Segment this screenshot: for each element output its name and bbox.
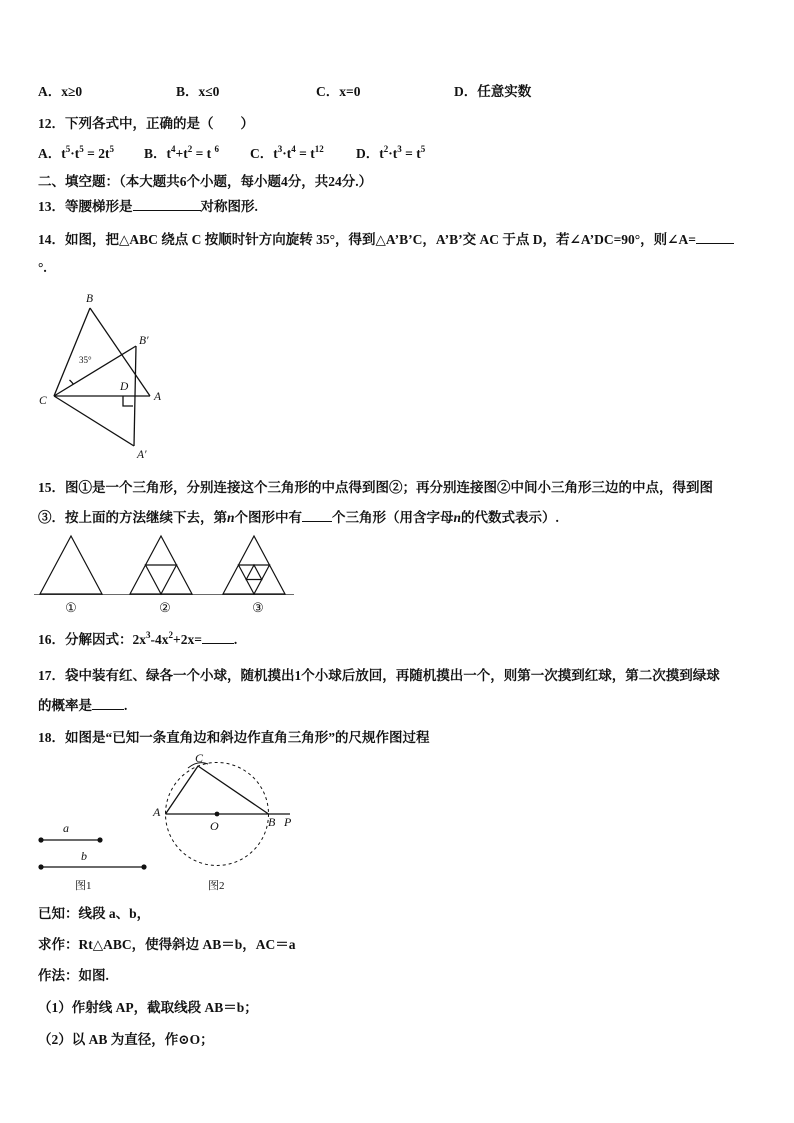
q14-triangle-figure [36, 288, 168, 466]
q15-line2: ③．按上面的方法继续下去，第n个图形中有 个三角形（用含字母n的代数式表示）. [38, 510, 559, 525]
section-heading: 二、填空题：（本大题共6个小题，每小题4分，共24分.） [38, 174, 373, 189]
label-c: C [39, 395, 47, 407]
label-a: A [153, 805, 161, 819]
q18-figure-2 [150, 748, 310, 898]
q18-method: 作法：如图. [38, 968, 109, 983]
answer-blank[interactable] [92, 697, 124, 710]
label-d: D [120, 381, 129, 393]
label-b: B [86, 293, 94, 305]
figure-caption: 图1 [75, 880, 92, 892]
segment-c-aprime [54, 396, 134, 446]
label-b: B [268, 815, 276, 829]
q12-stem: 12．下列各式中，正确的是（ ） [38, 116, 254, 131]
endpoint-dot [97, 837, 102, 842]
answer-blank[interactable] [133, 198, 201, 211]
angle-arc [70, 380, 74, 385]
endpoint-dot [38, 864, 43, 869]
q18-find: 求作：Rt△ABC，使得斜边 AB＝b，AC＝a [38, 937, 296, 952]
label-b-prime: B′ [139, 335, 149, 347]
q15-line1: 15．图①是一个三角形，分别连接这个三角形的中点得到图②；再分别连接图②中间小三角形三边的中点，得到图 [38, 480, 713, 495]
figure-label-2: ② [159, 600, 171, 615]
q18-given: 已知：线段 a、b， [38, 906, 151, 921]
label-o: O [210, 819, 219, 833]
endpoint-dot [141, 864, 146, 869]
q11-option-a: A．x≥0 [38, 84, 83, 99]
q18-figure-1 [30, 814, 160, 898]
label-angle-35: 35° [79, 355, 92, 365]
figure-2-inner-triangle [146, 565, 177, 594]
q12-options [38, 145, 425, 163]
label-b: b [81, 849, 87, 863]
q11-option-d: D．任意实数 [454, 84, 532, 99]
center-dot [215, 812, 220, 817]
segment-cb [198, 766, 269, 814]
q15-triangle-figures [30, 530, 300, 616]
answer-blank[interactable] [202, 631, 234, 644]
q18-step-2: （2）以 AB 为直径，作⊙O； [38, 1032, 214, 1047]
q12-option-a: A．$t^5\cdot t^5 = 2t^5$ [38, 144, 114, 161]
q18-stem: 18．如图是“已知一条直角边和斜边作直角三角形”的尺规作图过程 [38, 730, 430, 745]
label-a-prime: A′ [137, 449, 147, 461]
q17-line1: 17．袋中装有红、绿各一个小球，随机摸出1个小球后放回，再随机摸出一个，则第一次摸到红球，第二次摸到绿球 [38, 668, 720, 683]
label-c: C [195, 751, 204, 765]
answer-blank[interactable] [696, 231, 734, 244]
q12-option-d: D．$t^2\cdot t^3 = t^5$ [356, 144, 426, 161]
label-p: P [284, 815, 292, 829]
q11-options [38, 83, 531, 101]
figure-label-1: ① [65, 600, 77, 615]
q14-line1: 14．如图，把△ABC 绕点 C 按顺时针方向旋转 35°，得到△A’B’C，A’B’交 AC 于点 D，若∠A’DC=90°，则∠A= [38, 231, 734, 249]
segment-ac [166, 766, 199, 814]
q14-line2: °. [38, 260, 47, 275]
q11-option-c: C．x=0 [316, 84, 361, 99]
label-a: A [154, 391, 162, 403]
label-a: a [63, 821, 69, 835]
answer-blank[interactable] [302, 509, 332, 522]
q12-option-b: B．$t^4+t^2 = t$ $^6$ [144, 144, 220, 161]
q12-option-c: C．$t^3\cdot t^4 = t^{12}$ [250, 144, 324, 161]
q16: 16．分解因式：$2x^3-4x^2+2x=$ . [38, 630, 238, 647]
q13: 13．等腰梯形是 对称图形. [38, 199, 258, 214]
q11-option-b: B．x≤0 [176, 84, 220, 99]
figure-3-innermost-triangle [246, 565, 262, 580]
figure-label-3: ③ [252, 600, 264, 615]
q18-step-1: （1）作射线 AP，截取线段 AB＝b； [38, 1000, 258, 1015]
endpoint-dot [38, 837, 43, 842]
figure-caption: 图2 [208, 880, 225, 892]
q17-line2: 的概率是 . [38, 698, 128, 713]
right-angle-mark [123, 396, 133, 406]
figure-1-triangle [40, 536, 102, 594]
